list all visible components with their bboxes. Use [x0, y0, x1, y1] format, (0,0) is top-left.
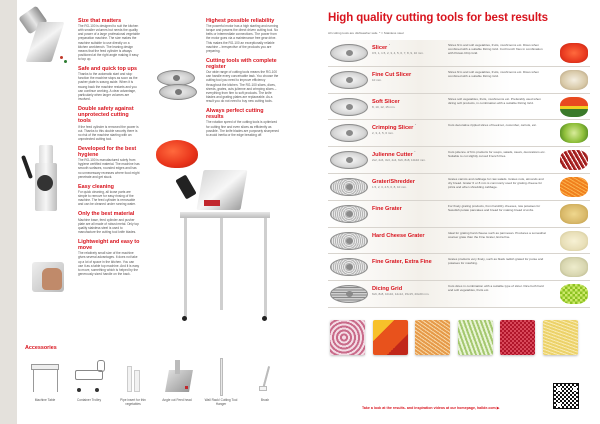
crimped-cucumber-image — [560, 123, 588, 143]
feature-section — [78, 239, 140, 276]
accessory-item — [201, 358, 241, 418]
machine-table-image — [27, 358, 63, 396]
accessory-label: Container Trolley — [76, 398, 102, 402]
tool-description: Slices firm and soft vegetables, fruits, mushrooms etc. Dices when combined with a suitable Dicing Grid. Cut French fries in combination with Potato Chip Grid. — [448, 43, 543, 55]
feature-section — [206, 58, 280, 103]
tool-sizes: 1.5, 2, 3, 4.5, 6, 8, 10 mm. — [372, 184, 408, 189]
tool-row-fine-grater — [328, 201, 590, 228]
tool-name: Fine Cut Slicer — [372, 71, 412, 78]
tool-row-hard-cheese-grater — [328, 228, 590, 255]
grated-parmesan-image — [560, 231, 588, 251]
tool-name: Grater/Shredder — [372, 178, 415, 185]
feature-column-a — [78, 18, 140, 281]
feature-title: Always perfect cutting results — [206, 108, 264, 121]
feature-section — [78, 18, 140, 61]
accessory-label: Wall Rack/ Cutting Tool Hanger — [204, 398, 238, 406]
tool-description: Slices soft vegetables, fruits, mushrooms etc. Preferably used when dicing soft products, in combination with a suitable Dicing Grid. — [448, 96, 541, 105]
tool-description: Grates products very finely, such as black radish grated for purée and potatoes for mashing. — [448, 257, 544, 266]
brush-image — [247, 358, 283, 396]
angle-cut-feed-head-image — [159, 358, 195, 396]
cleaning-hand-image — [28, 258, 68, 298]
tool-description: Cuts dices in combination with a suitable type of slicer. Dice both hard and soft vegetables, fruits etc. — [448, 284, 544, 293]
accessories-list — [25, 358, 285, 418]
tool-row-soft-slicer — [328, 94, 590, 121]
tool-description: Slices firm and soft vegetables, fruits, mushrooms etc. Dices when combined with a suitable Dicing Grid. — [448, 69, 539, 78]
feature-title: Size that matters — [78, 18, 122, 24]
accessory-item — [69, 358, 109, 418]
tool-sizes: 6x6, 8x8, 10x10, 12x12, 15x15, 20x20 mm. — [372, 292, 430, 297]
feature-section — [206, 18, 280, 53]
slicer-disc-icon — [330, 44, 368, 62]
feature-title: Highest possible reliability — [206, 18, 275, 24]
feature-section — [78, 146, 140, 179]
fine-grater-extra-fine-disc-icon — [330, 258, 368, 276]
tool-name: Julienne Cutter * — [372, 150, 416, 159]
accessory-item — [113, 358, 153, 418]
julienne-cutter-disc-icon — [330, 151, 368, 169]
feature-text: Thanks to the automatic start and stop function the machine stops as soon as the pusher plate is swung aside. When it is swung back the machine restarts and you can continue working. A clear advantage, particularly when larger volumes are involved. — [78, 72, 138, 101]
hard-cheese-grater-disc-icon — [330, 232, 368, 250]
feature-title: Easy cleaning — [78, 183, 114, 190]
machine-feed-cylinder-image — [25, 145, 65, 215]
tool-name: Dicing Grid — [372, 286, 403, 293]
julienne-beetroot-image — [560, 150, 588, 170]
feature-text: For quick cleaning, all loose parts are simple to remove for easy rinsing of the machine. The feed cylinder is removable and can be cleaned under running water. — [78, 189, 136, 207]
diced-beetroot-photo — [500, 320, 535, 355]
grater-shredder-disc-icon — [330, 178, 368, 196]
feature-title: Only the best material — [78, 211, 135, 218]
page-title: High quality cutting tools for best results — [328, 12, 548, 24]
tool-description: For finely grating products, from hard/dry cheeses, raw potatoes for Swedish potato pancakes and bread for making bread crumbs. — [448, 203, 541, 212]
sliced-mushroom-image — [560, 70, 588, 90]
accessories-title: Accessories — [25, 345, 57, 351]
container-trolley-image — [71, 358, 107, 396]
accessory-label: Machine Table — [34, 398, 56, 402]
soft-slicer-disc-icon — [330, 98, 368, 116]
tool-sizes: 8, 10, 12, 15 mm. — [372, 104, 396, 109]
tool-description: Grates carrots and cabbage for raw salads. Grates nuts, almonds and dry bread. Grater 6 or 8 mm is commonly used for grating cheese for pizza and when shredding cabbage. — [448, 176, 544, 189]
tool-sizes: 2x2, 2x6, 3x3, 4x4, 6x6, 8x8, 10x10 mm. — [372, 158, 426, 163]
accessory-label: Pipe insert for thin vegetables — [120, 398, 146, 406]
cutting-tools-list — [328, 40, 590, 308]
tool-row-slicer — [328, 40, 590, 67]
tool-row-dicing-grid — [328, 281, 590, 308]
qr-code-icon[interactable] — [553, 383, 579, 409]
sliced-peppers-photo — [373, 320, 408, 355]
tool-description: Cuts decorative rippled slices of beetroot, cucumber, carrots, etc. — [448, 123, 537, 128]
grated-radish-image — [560, 257, 588, 277]
feature-title: Safe and quick top ups — [78, 66, 138, 73]
tool-sizes: 0.5, 1, 1.5, 2, 3, 4, 5, 6, 7, 8, 9, 10 mm. — [372, 51, 424, 55]
tool-description: Cuts julienne of firm products for soups, salads, stews, decorations etc. Suitable to cut slightly curved French fries. — [448, 150, 546, 159]
julienne-cucumber-photo — [458, 320, 493, 355]
grated-cheese-photo — [543, 320, 578, 355]
feature-text: Machine base, feed cylinder and pusher plate are all made of robust metal. Only top quality stainless steel is used to manufacture the cutting tool knife blades. — [78, 217, 139, 234]
sliced-vegetables-image — [560, 97, 588, 117]
wall-rack-image — [203, 358, 239, 396]
accessory-item — [25, 358, 65, 418]
result-photos — [330, 320, 578, 355]
feature-text: The powerful motor has a high starting and running torque and powers the direct driven cutting tool. No belts or intermediate connections. The power from the motor goes via a maintenance free gear drive. This makes the RG-100 an exceptionally reliable machine – irrespective of the products you are preparing. — [206, 24, 279, 53]
dicing-grid-disc-icon — [330, 285, 368, 303]
tool-description: Ideal for grating hard cheese such as parmesan. Produces a somewhat coarser grate than the Fine Grater, Extra fine. — [448, 230, 546, 239]
tool-sizes: 2, 3, 4, 5, 6 mm. — [372, 131, 394, 136]
cutting-discs-image — [157, 70, 197, 110]
tool-name: Fine Grater, Extra Fine — [372, 259, 432, 266]
tool-name: Hard Cheese Grater — [372, 232, 425, 239]
tool-row-fine-grater-extra-fine — [328, 254, 590, 281]
breadcrumbs-image — [560, 204, 588, 224]
accessory-label: Angle cut Feed head — [162, 398, 192, 402]
feature-text: Our wide range of cutting tools means the RG-100 can handle every conceivable task. You choose the cutting tool you need to improve efficiency throughout the kitchen. The RG-100 slices, dices, shreds, grates, cuts julienne and crimping slices – everything from firm to soft products. The knife blades and grating plates are replaceable. As a result you do not need to buy new cutting tools. — [206, 70, 279, 103]
feature-section — [78, 211, 140, 234]
fine-cut-slicer-disc-icon — [330, 71, 368, 89]
feature-text: The relatively small size of the machine gives several advantages. It does not take up a lot of space in the kitchen. You can use it as a table top machine. And it is easy to move, something which is helped by the generously sized handle on the back. — [78, 251, 140, 276]
tool-name: Fine Grater — [372, 205, 402, 212]
tool-row-grater-shredder — [328, 174, 590, 201]
diced-vegetables-image — [560, 284, 588, 304]
machine-on-table-image — [160, 170, 280, 330]
pipe-insert-image — [115, 358, 151, 396]
feature-section — [78, 106, 140, 141]
feature-title: Cutting tools with complete register — [206, 57, 277, 71]
tool-name: Crimping Slicer * — [372, 123, 417, 132]
feature-section — [78, 184, 140, 207]
grated-carrot-photo — [415, 320, 450, 355]
tool-sizes: 10 mm. — [372, 77, 383, 82]
crimping-slicer-disc-icon — [330, 124, 368, 142]
tool-row-crimping-slicer — [328, 120, 590, 147]
machine-side-image — [20, 8, 70, 68]
feature-section — [206, 108, 280, 137]
tool-name: Soft Slicer — [372, 98, 400, 105]
tool-name: Slicer * — [372, 43, 390, 51]
feature-text: The RG-100 is designed to suit the kitchen with smaller volumes but needs the quality and power of a large professional vegetable preparation machine. The size makes the machine suitable to use directly on a kitchen workbench. The leaning design means that the feed cylinder is always positioned at the right angle making it easy to top up. — [78, 24, 140, 61]
feature-text: The rotation speed of the cutting tools is optimized for cutting fine and even slices as efficiently as possible. The knife blades are purposely sharpened to avoid inertia or the edge breaking off. — [206, 120, 279, 137]
tool-row-fine-cut-slicer — [328, 67, 590, 94]
feature-section — [78, 66, 140, 101]
page-subtitle: All cutting tools are dishwasher safe. * = Stainless steel — [328, 31, 404, 35]
accessory-item — [157, 358, 197, 418]
sliced-onion-photo — [330, 320, 365, 355]
feature-text: If the feed cylinder is removed the power is cut. Thanks to this double security there is no risk of the machine starting with an unprotected cutting tool. — [78, 124, 139, 141]
accessory-label: Brush — [260, 398, 270, 402]
accessory-item — [245, 358, 285, 418]
feature-title: Double safety against unprotected cutting tools — [78, 105, 134, 125]
fine-grater-disc-icon — [330, 205, 368, 223]
feature-column-b — [206, 18, 280, 142]
feature-title: Lightweight and easy to move — [78, 238, 140, 252]
feature-text: The RG-100 is manufactured solely from hygiene certified material. The machine has smooth surfaces, rounded edges and has no unnecessary recesses where food might penetrate and get stuck. — [78, 158, 140, 179]
tool-row-julienne-cutter — [328, 147, 590, 174]
homepage-videos-link[interactable]: Take a look at the results- and inspiration videos at our homepage, hallde.com ▶ — [362, 406, 500, 410]
feature-title: Developed for the best hygiene — [78, 145, 137, 159]
sliced-tomato-image — [560, 43, 588, 63]
page-margin — [0, 0, 17, 424]
grated-carrot-image — [560, 177, 588, 197]
sliced-tomato-image — [156, 140, 198, 168]
